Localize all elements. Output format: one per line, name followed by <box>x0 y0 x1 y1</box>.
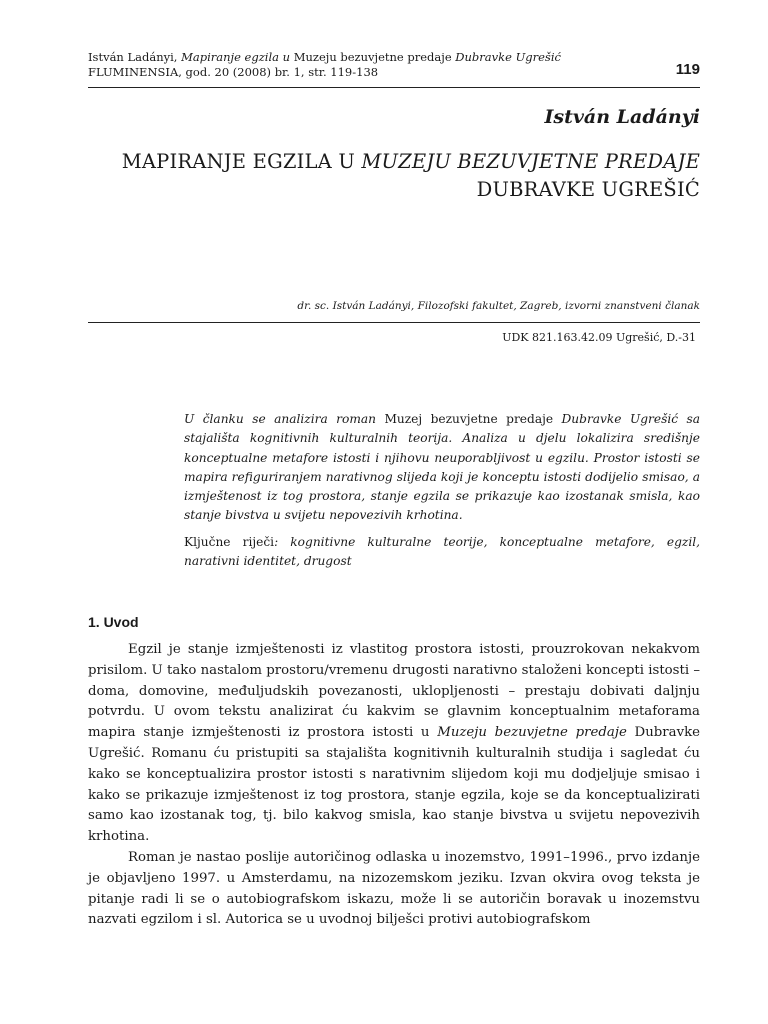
title-part-roman: MAPIRANJE EGZILA U <box>121 150 362 173</box>
title-line-2: DUBRAVKE UGREŠIĆ <box>476 178 700 201</box>
paragraph-1-part-a: Egzil je stanje izmještenosti iz vlastitog prostora istosti, prouzrokovan nekakvom prisilom. U tako nastalom prostoru/vremenu drugosti narativno staloženi koncepti istosti – doma, domovine, međuljudskih povezanosti, uklopljenosti – prestaju dobivati daljnju potvrdu. U ovom tekstu analizirat ću kakvim se glavnim konceptualnim metaforama mapira stanje izmještenosti iz prostora istosti u <box>88 642 700 741</box>
abstract-part-1: U članku se analizira roman <box>184 412 385 426</box>
header-author: István Ladányi, <box>88 50 178 64</box>
header-rule <box>88 87 700 88</box>
header-title-roman: Muzeju bezuvjetne predaje <box>293 50 452 64</box>
header-title-end: Dubravke Ugrešić <box>455 50 561 64</box>
paragraph-1-novel-title: Muzeju bezuvjetne predaje <box>437 725 627 741</box>
keywords-text: : kognitivne kulturalne teorije, konceptualne metafore, egzil, narativni identitet, drugost <box>184 535 700 569</box>
udk-code: UDK 821.163.42.09 Ugrešić, D.-31 <box>502 331 696 344</box>
header-journal: FLUMINENSIA, god. 20 (2008) br. 1, str. 119-138 <box>88 65 379 79</box>
section-heading: 1. Uvod <box>88 614 139 630</box>
abstract <box>184 410 700 526</box>
page-number: 119 <box>675 61 700 78</box>
keywords-label: Ključne riječi <box>184 535 275 549</box>
paragraph-1 <box>88 640 700 848</box>
body-text <box>88 640 700 931</box>
title-line-1 <box>122 148 700 176</box>
article-title <box>122 148 700 204</box>
article-author: István Ladányi <box>544 106 700 128</box>
journal-page <box>88 0 700 1024</box>
running-header <box>88 50 700 80</box>
author-affiliation: dr. sc. István Ladányi, Filozofski fakultet, Zagreb, izvorni znanstveni članak <box>297 300 700 312</box>
paragraph-1-part-b: Dubravke Ugrešić. Romanu ću pristupiti sa stajališta kognitivnih kulturalnih studija i sagledat ću kako se konceptualizira prostor istosti s narativnim slijedom koji mu dodjeljuje smisao i kako se prikazuje izmještenost iz tog prostora, stanje egzila, koje se da konceptualizirati samo kao izostanak tog, tj. bilo kakvog smisla, kao stanje bivstva u svijetu nepovezivih krhotina. <box>88 725 701 845</box>
affiliation-rule <box>88 322 700 323</box>
header-citation <box>88 50 700 65</box>
abstract-novel-title: Muzej bezuvjetne predaje <box>384 412 554 426</box>
paragraph-2: Roman je nastao poslije autoričinog odlaska u inozemstvo, 1991–1996., prvo izdanje je objavljeno 1997. u Amsterdamu, na nizozemskom jeziku. Izvan okvira ovog teksta je pitanje radi li se o autobiografskom iskazu, može li se autoričin boravak u inozemstvu nazvati egzilom i sl. Autorica se u uvodnoj bilješci protivi autobiografskom <box>88 849 700 928</box>
keywords <box>184 533 700 572</box>
header-title-italic: Mapiranje egzila u <box>181 50 291 64</box>
title-part-italic: MUZEJU BEZUVJETNE PREDAJE <box>361 150 700 173</box>
abstract-part-2: Dubravke Ugrešić sa stajališta kognitivnih kulturalnih teorija. Analiza u djelu lokalizira središnje konceptualne metafore istosti i njihovu neuporabljivost u egzilu. Prostor istosti se mapira refiguriranjem narativnog slijeda koji je konceptu istosti dodijelio smisao, a izmještenost iz tog prostora, stanje egzila se prikazuje kao izostanak smisla, kao stanje bivstva u svijetu nepovezivih krhotina. <box>184 412 700 523</box>
